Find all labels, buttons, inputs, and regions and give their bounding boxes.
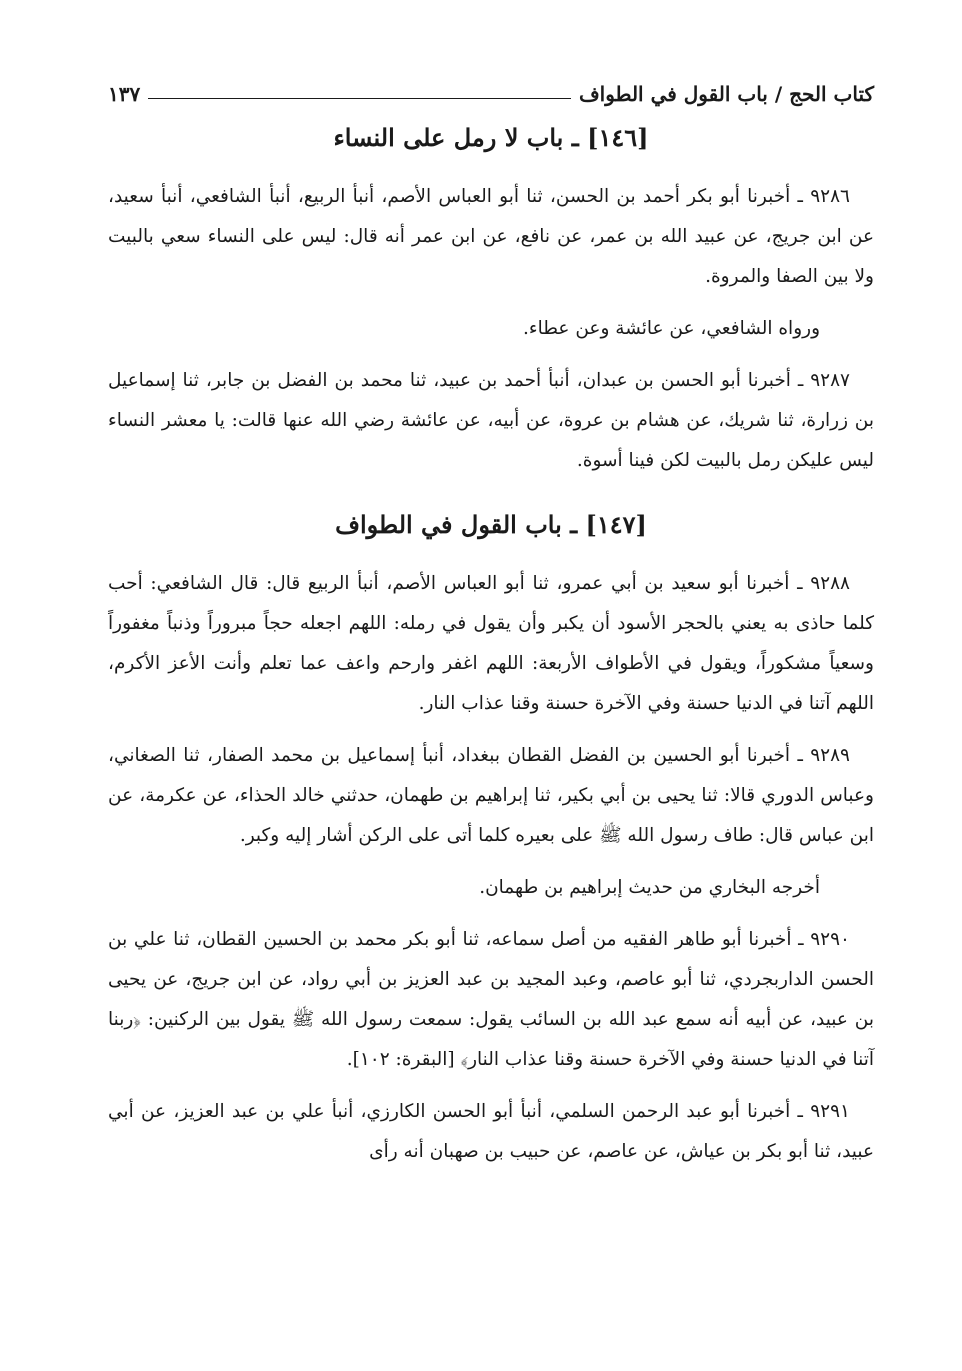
hadith-paragraph: ٩٢٨٦ ـ أخبرنا أبو بكر أحمد بن الحسن، ثنا أبو العباس الأصم، أنبأ الربيع، أنبأ الشافعي، أنبأ سعيد، عن ابن جريج، عن عبيد الله بن عمر، عن نافع، عن ابن عمر أنه قال: ليس على النساء سعي بالبيت ولا بين الصفا والمروة. [108,185,874,287]
hadith-paragraph: ٩٢٩١ ـ أخبرنا أبو عبد الرحمن السلمي، أنبأ أبو الحسن الكارزي، أنبأ علي بن عبد العزيز، عن أبي عبيد، ثنا أبو بكر بن عياش، عن عاصم، عن حبيب بن صهبان أنه رأى [108,1100,874,1162]
header-rule [148,98,571,99]
page-number: ١٣٧ [108,82,141,106]
hadith-paragraph: ٩٢٨٨ ـ أخبرنا أبو سعيد بن أبي عمرو، ثنا أبو العباس الأصم، أنبأ الربيع قال: قال الشافعي: أحب كلما حاذى به يعني بالحجر الأسود أن يكبر وأن يقول في رمله: اللهم اجعله حجاً مبروراً وذنباً مغفوراً وسعياً مشكوراً، ويقول في الأطواف الأربعة: اللهم اغفر وارحم واعف عما تعلم وأنت الأعز الأكرم، اللهم آتنا في الدنيا حسنة وفي الآخرة حسنة وقنا عذاب النار. [108,572,875,714]
book-page [108,70,874,1350]
hadith-paragraph: ٩٢٨٩ ـ أخبرنا أبو الحسين بن الفضل القطان ببغداد، أنبأ إسماعيل بن محمد الصفار، ثنا الصغاني، وعباس الدوري قالا: ثنا يحيى بن أبي بكير، ثنا إبراهيم بن طهمان، حدثني خالد الحذاء، عن عكرمة، عن ابن عباس قال: طاف رسول الله ﷺ على بعيره كلما أتى على الركن أشار إليه وكبر. [108,744,874,846]
hadith-paragraph: ٩٢٨٧ ـ أخبرنا أبو الحسن بن عبدان، أنبأ أحمد بن عبيد، ثنا محمد بن الفضل بن جابر، ثنا إسماعيل بن زرارة، ثنا شريك، عن هشام بن عروة، عن أبيه، عن عائشة رضي الله عنها قالت: يا معشر النساء ليس عليكن رمل بالبيت لكن فينا أسوة. [108,369,875,471]
running-header [108,70,874,106]
hadith-paragraph: ٩٢٩٠ ـ أخبرنا أبو طاهر الفقيه من أصل سماعه، ثنا أبو بكر محمد بن الحسين القطان، ثنا علي بن الحسن الداربجردي، ثنا أبو عاصم، وعبد المجيد بن عبد العزيز بن أبي رواد، عن ابن جريج، عن يحيى بن عبيد، عن أبيه أنه سمع عبد الله بن السائب يقول: سمعت رسول الله ﷺ يقول بين الركنين: ﴿ربنا آتنا في الدنيا حسنة وفي الآخرة حسنة وقنا عذاب النار﴾ [البقرة: ١٠٢]. [108,928,874,1070]
running-title: كتاب الحج / باب القول في الطواف [578,82,874,106]
chapter-heading: [١٤٦] ـ باب لا رمل على النساء [333,123,649,152]
narration-note: ورواه الشافعي، عن عائشة وعن عطاء. [523,317,820,339]
chapter-heading: [١٤٧] ـ باب القول في الطواف [335,509,647,539]
narration-note: أخرجه البخاري من حديث إبراهيم بن طهمان. [479,876,820,898]
